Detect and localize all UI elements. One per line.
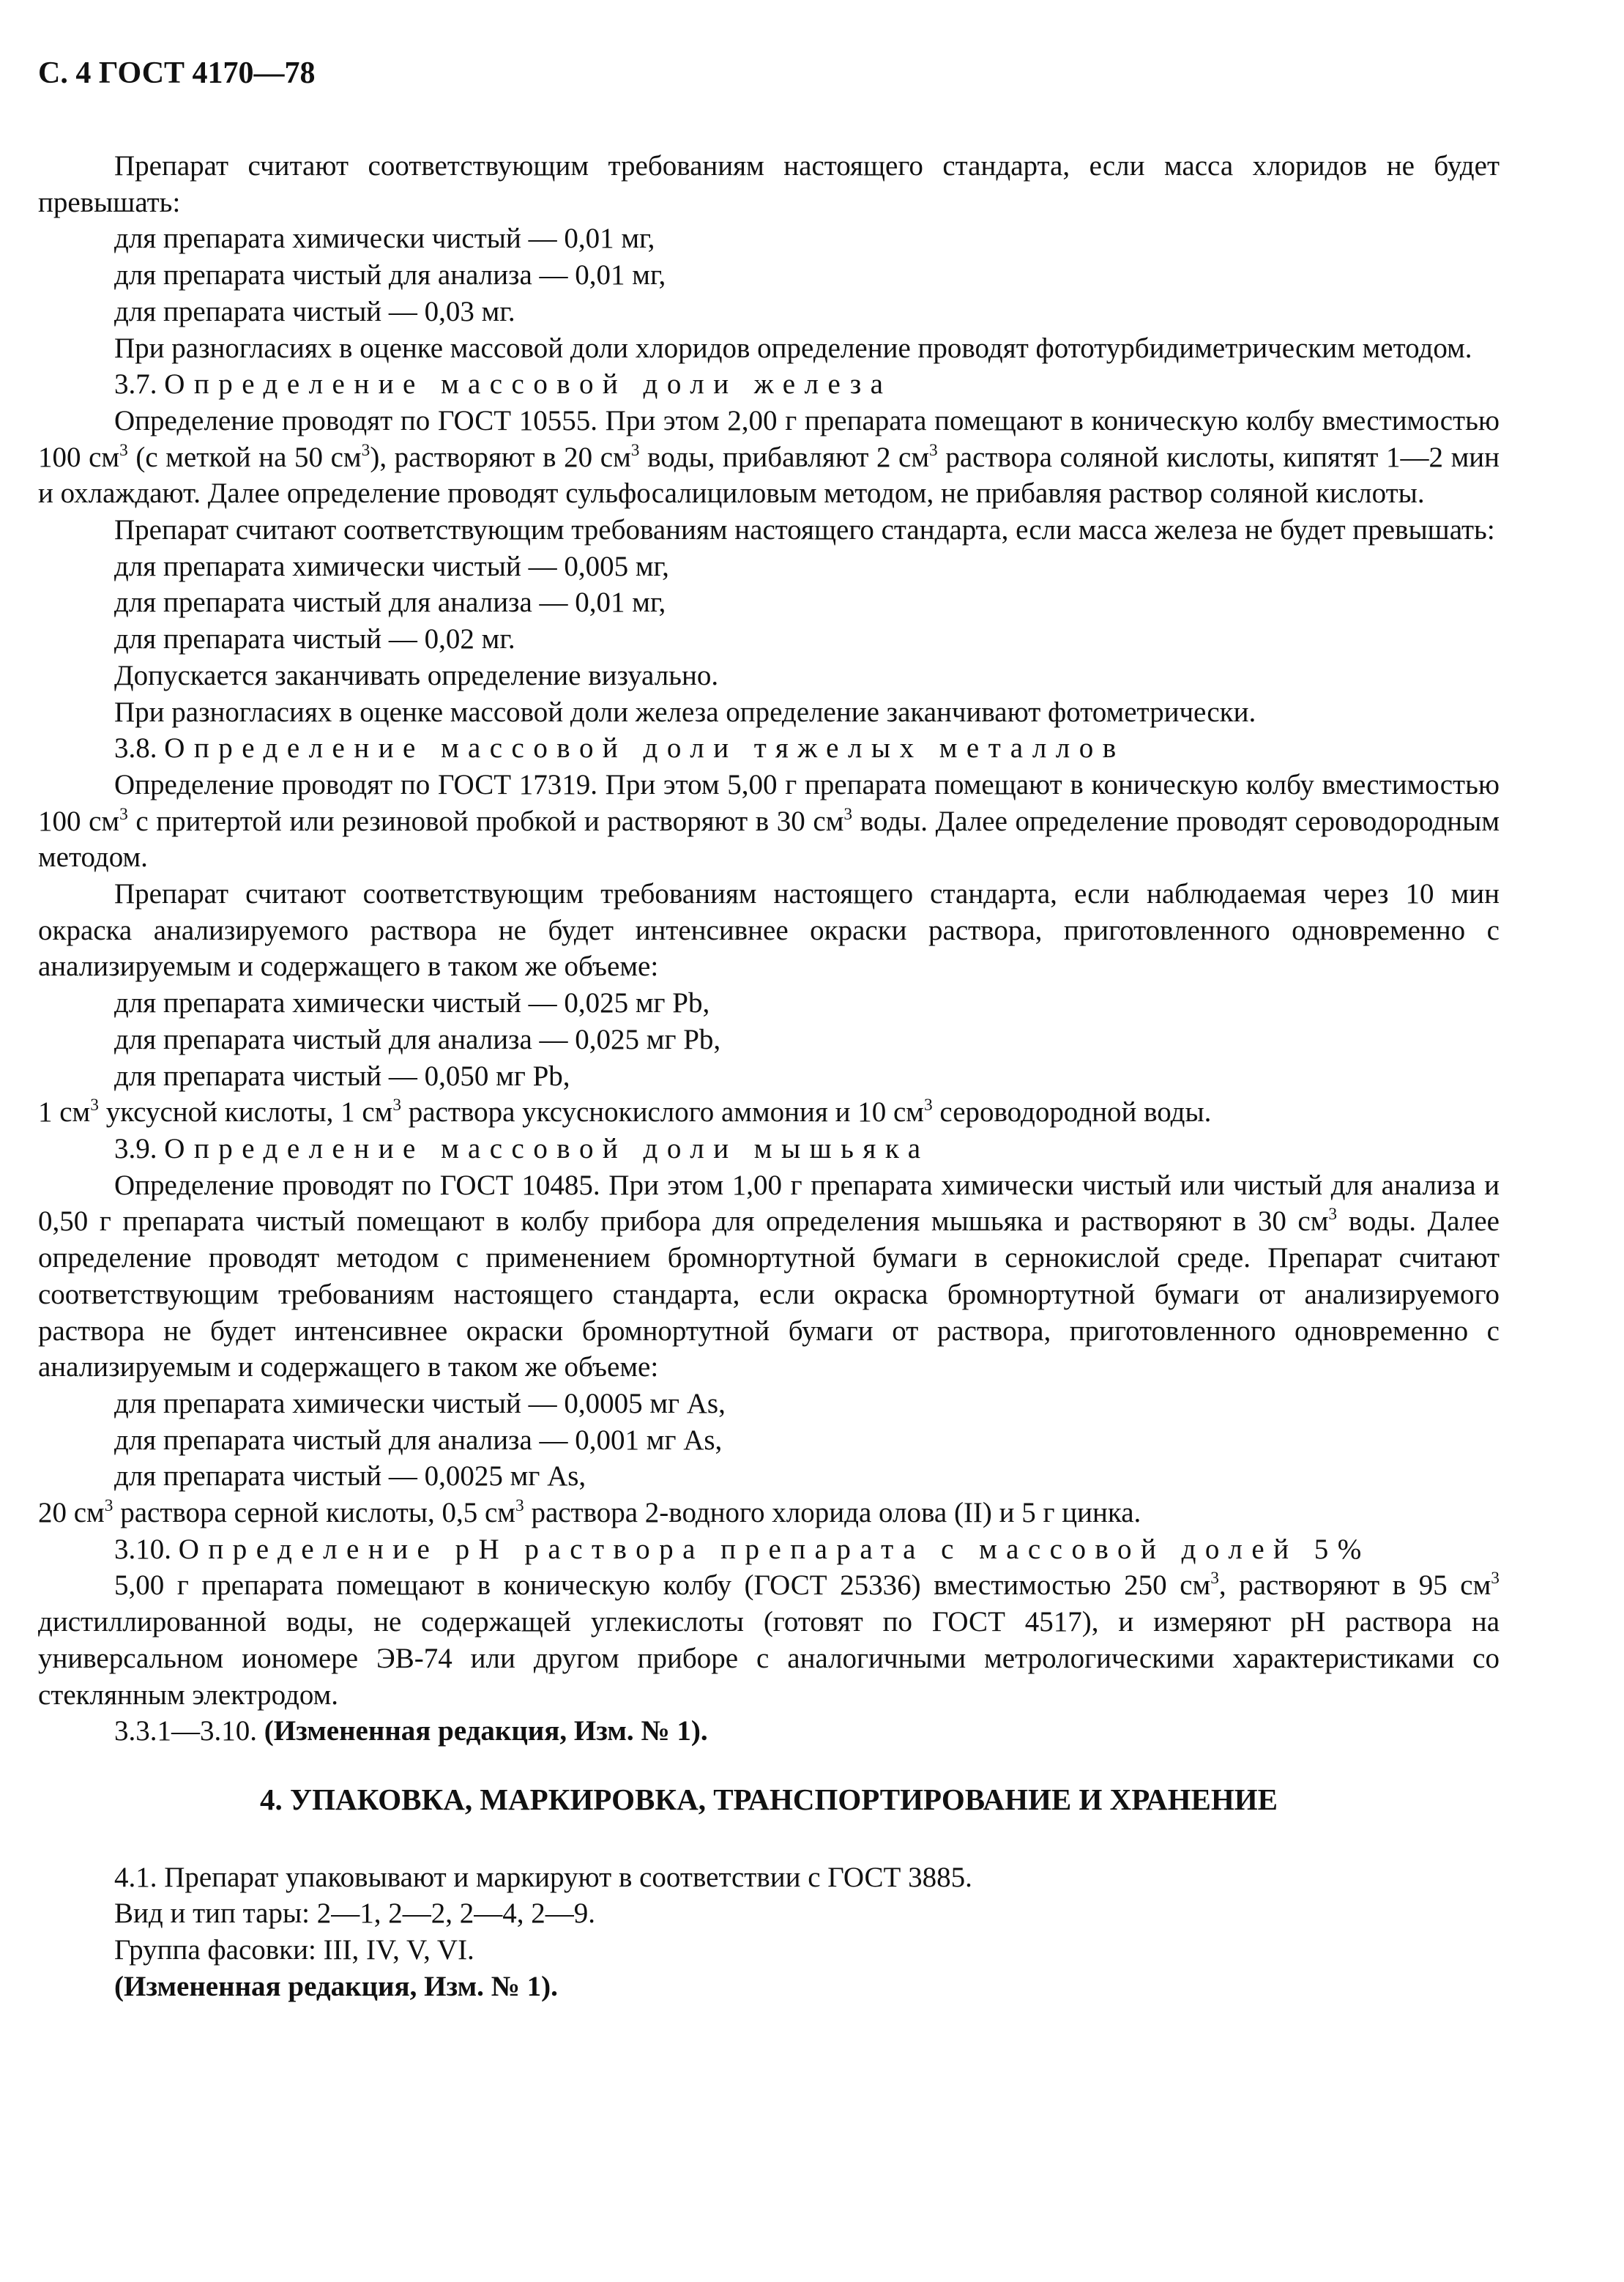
chlorides-intro: Препарат считают соответствующим требованиям настоящего стандарта, если масса хлоридов не будет превышать: — [38, 150, 1500, 218]
section-3-8-tail: 1 $см^3$ уксусной кислоты, 1 $см^3$ раствора уксуснокислого аммония и 10 $см^3$ сероводородной воды. — [38, 1096, 1212, 1129]
chlorides-item: для препарата химически чистый — 0,01 мг, — [114, 223, 655, 255]
chlorides-item: для препарата чистый — 0,03 мг. — [114, 295, 515, 327]
section-3-9-tail: 20 $см^3$ раствора серной кислоты, 0,5 $см^3$ раствора 2-водного хлорида олова (II) и 5 г цинка. — [38, 1495, 1141, 1529]
section-3-7-note: Допускается заканчивать определение визуально. — [114, 659, 719, 691]
section-title: Определение массовой доли тяжелых металлов — [164, 732, 1125, 765]
section-3-7-note: При разногласиях в оценке массовой доли железа определение заканчивают фотометрически. — [114, 696, 1256, 728]
section-number: 3.9. — [114, 1132, 157, 1164]
section-number: 3.7. — [114, 368, 157, 401]
section-4-paragraph: Вид и тип тары: 2—1, 2—2, 2—4, 2—9. — [114, 1898, 596, 1930]
section-3-10-heading — [38, 1531, 1500, 1568]
section-3-9-heading — [38, 1131, 1500, 1167]
amendment-note: 3.3.1—3.10. (Измененная редакция, Изм. № 1). — [114, 1715, 708, 1747]
section-title: Определение pH раствора препарата с массовой долей 5% — [178, 1533, 1371, 1565]
section-4-paragraph: Группа фасовки: III, IV, V, VI. — [114, 1934, 474, 1966]
section-3-9-item: для препарата чистый — 0,0025 мг As, — [114, 1460, 586, 1493]
section-3-8-item: для препарата чистый для анализа — 0,025 мг Pb, — [114, 1023, 721, 1055]
section-title: Определение массовой доли мышьяка — [164, 1132, 930, 1164]
section-4-title: 4. УПАКОВКА, МАРКИРОВКА, ТРАНСПОРТИРОВАНИЕ И ХРАНЕНИЕ — [259, 1782, 1278, 1816]
section-3-8-paragraph: Определение проводят по ГОСТ 17319. При этом 5,00 г препарата помещают в коническую колбу вместимостью 100 $см^3$ с притертой или резиновой пробкой и растворяют в 30 $см^3$ воды. Далее определение проводят сероводородным методом. — [38, 768, 1500, 874]
section-3-7-heading — [38, 366, 1500, 403]
chlorides-note: При разногласиях в оценке массовой доли хлоридов определение проводят фототурбидиметрическим методом. — [114, 332, 1472, 364]
section-3-8-item: для препарата чистый — 0,050 мг Pb, — [114, 1060, 570, 1092]
section-3-7-item: для препарата чистый для анализа — 0,01 мг, — [114, 587, 666, 619]
section-3-8-intro: Препарат считают соответствующим требованиям настоящего стандарта, если наблюдаемая через 10 мин окраска анализируемого раствора не будет интенсивнее окраски раствора, приготовленного одновременно с анализируемым и содержащего в таком же объеме: — [38, 878, 1500, 983]
section-title: Определение массовой доли железа — [164, 368, 893, 401]
page-header: С. 4 ГОСТ 4170—78 — [38, 56, 316, 90]
chlorides-item: для препарата чистый для анализа — 0,01 мг, — [114, 259, 666, 291]
section-3-9-paragraph: Определение проводят по ГОСТ 10485. При этом 1,00 г препарата химически чистый или чистый для анализа и 0,50 г препарата чистый помещают в колбу прибора для определения мышьяка и растворяют в 30 $см^3$ воды. Далее определение проводят методом с применением бромнортутной бумаги в сернокислой среде. Препарат считают соответствующим требованиям настоящего стандарта, если окраска бромнортутной бумаги от анализируемого раствора не будет интенсивнее окраски бромнортутной бумаги от раствора, приготовленного одновременно с анализируемым и содержащего в таком же объеме: — [38, 1169, 1500, 1383]
section-3-7-intro: Препарат считают соответствующим требованиям настоящего стандарта, если масса железа не будет превышать: — [114, 514, 1495, 546]
section-3-7-paragraph: Определение проводят по ГОСТ 10555. При этом 2,00 г препарата помещают в коническую колбу вместимостью 100 $см^3$ (с меткой на 50 $см^3$), растворяют в 20 $см^3$ воды, прибавляют 2 $см^3$ раствора соляной кислоты, кипятят 1—2 мин и охлаждают. Далее определение проводят сульфосалициловым методом, не прибавляя раствор соляной кислоты. — [38, 404, 1500, 510]
section-3-8-heading — [38, 730, 1500, 767]
section-3-9-item: для препарата химически чистый — 0,0005 мг As, — [114, 1387, 726, 1419]
section-4-paragraph: 4.1. Препарат упаковывают и маркируют в соответствии с ГОСТ 3885. — [114, 1861, 972, 1893]
section-number: 3.8. — [114, 732, 157, 765]
section-3-8-item: для препарата химически чистый — 0,025 мг Pb, — [114, 987, 710, 1019]
section-3-9-item: для препарата чистый для анализа — 0,001 мг As, — [114, 1424, 723, 1456]
section-3-10-paragraph: 5,00 г препарата помещают в коническую колбу (ГОСТ 25336) вместимостью 250 $см^3$, растворяют в 95 $см^3$ дистиллированной воды, не содержащей углекислоты (готовят по ГОСТ 4517), и измеряют pH раствора на универсальном иономере ЭВ-74 или другом приборе с аналогичными метрологическими характеристиками со стеклянным электродом. — [38, 1569, 1500, 1711]
section-3-7-item: для препарата химически чистый — 0,005 мг, — [114, 550, 669, 582]
section-3-7-item: для препарата чистый — 0,02 мг. — [114, 623, 515, 655]
section-4-amendment: (Измененная редакция, Изм. № 1). — [114, 1970, 558, 2002]
section-number: 3.10. — [114, 1533, 171, 1565]
